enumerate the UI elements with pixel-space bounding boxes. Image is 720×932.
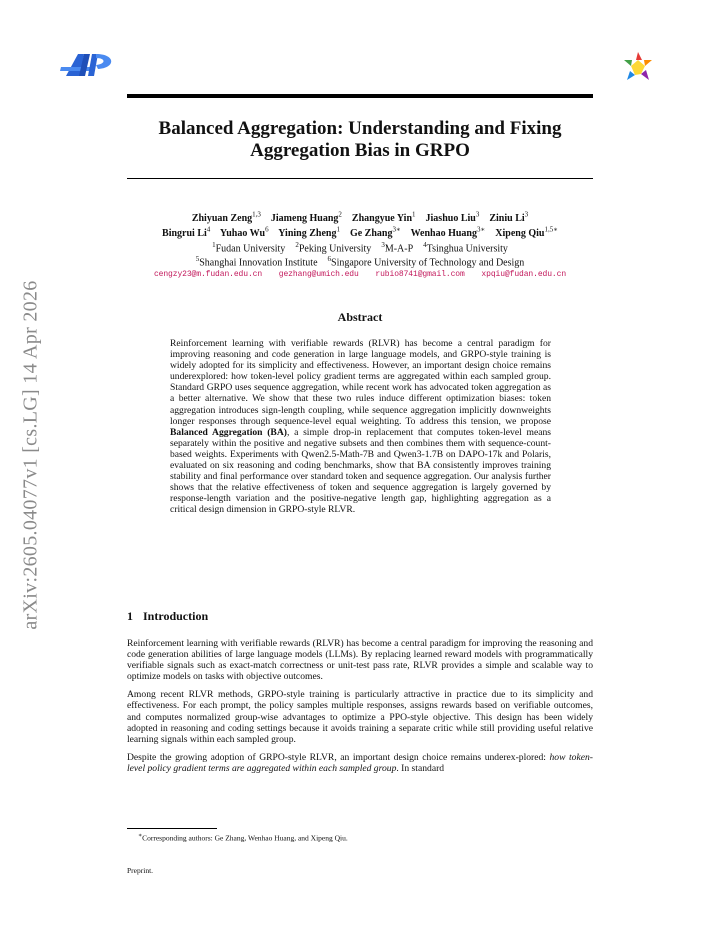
author: Zhangyue Yin$^1$	[351, 211, 416, 225]
author: Wenhao Huang$^{3∗}$	[410, 225, 486, 240]
paper-title: Balanced Aggregation: Understanding and Fixing Aggregation Bias in GRPO	[158, 118, 562, 161]
arxiv-stamp	[19, 260, 43, 650]
email-link[interactable]: rubio8741@gmail.com	[375, 270, 465, 280]
author: Jiashuo Liu$^3$	[425, 211, 480, 225]
author-line-1	[100, 210, 620, 225]
title-bottom-rule	[127, 178, 593, 179]
paragraph: Among recent RLVR methods, GRPO-style training is particularly attractive in practice due to its simplicity and effectiveness. For each prompt, the policy samples multiple responses, assigns rewards based on verifiable outcomes, and computes normalized group-wise advantages to optimize a PPO-style objective. This design has been widely adopted in reasoning and coding settings because it avoids training a separate critic while still providing useful relative learning signals within each sampled group.	[127, 689, 593, 745]
email-link[interactable]: cengzy23@m.fudan.edu.cn	[153, 270, 263, 280]
title-top-rule	[127, 94, 593, 98]
author: Yuhao Wu$^6$	[219, 225, 269, 240]
affiliations-line-2: $^5$Shanghai Innovation Institute $^6$Singapore University of Technology and Design	[195, 255, 525, 269]
section-heading: 1 Introduction	[127, 609, 209, 623]
arxiv-id: arXiv:2605.04077v1 [cs.LG] 14 Apr 2026	[19, 280, 42, 630]
author: Bingrui Li$^4$	[162, 225, 211, 240]
author: Yining Zheng$^1$	[278, 225, 340, 240]
abstract-heading: Abstract	[337, 310, 383, 324]
star-logo-icon	[621, 50, 655, 84]
affiliations-line-1: $^1$Fudan University $^2$Peking University $^3$M-A-P $^4$Tsinghua University	[212, 240, 508, 254]
author: Jiameng Huang$^2$	[270, 211, 342, 225]
abstract-body: Reinforcement learning with verifiable rewards (RLVR) has become a central paradigm for improving reasoning and code generation in large language models, and GRPO-style training is widely adopted for its simplicity and effectiveness. However, an important design choice remains underexplored: how token-level policy gradient terms are aggregated within each sampled group. Standard GRPO uses sequence aggregation, while recent work has advocated token aggregation as a better alternative. We show that these two rules induce different optimization biases: token aggregation introduces sign-length coupling, while sequence aggregation implicitly downweights longer responses through sequence-level equal weighting. To address this tension, we propose Balanced Aggregation (BA), a simple drop-in replacement that computes token-level means separately within the positive and negative subsets and then combines them with sequence-count-based weights. Experiments with Qwen2.5-Math-7B and Qwen3-1.7B on DAPO-17k and Polaris, evaluated on six reasoning and coding benchmarks, show that BA consistently improves training stability and final performance over standard token and sequence aggregation. Our analysis further shows that the relative effectiveness of token and sequence aggregation is largely governed by response-length variation and the positive-negative length gap, highlighting aggregation as a critical design dimension in GRPO-style RLVR.	[170, 338, 551, 516]
email-link[interactable]: gezhang@umich.edu	[278, 270, 359, 280]
author-line-2	[100, 225, 620, 240]
paragraph: Reinforcement learning with verifiable rewards (RLVR) has become a central paradigm for improving the reasoning and code generation abilities of large language models (LLMs). By replacing learned reward models with programmatically verifiable signals such as exact-match correctness or unit-test pass rate, RLVR provides a simple and scalable way to optimize models on tasks with objective outcomes.	[127, 638, 593, 683]
email-link[interactable]: xpqiu@fudan.edu.cn	[481, 270, 567, 280]
ai-logo-icon	[58, 50, 118, 80]
paragraph: Despite the growing adoption of GRPO-style RLVR, an important design choice remains underex-plored: how token-level policy gradient terms are aggregated within each sampled group. In standard	[127, 751, 593, 774]
preprint-label: Preprint.	[127, 866, 154, 875]
author: Xipeng Qiu$^{1,5∗}$	[495, 225, 558, 240]
author: Ge Zhang$^{3∗}$	[349, 225, 401, 240]
email-list	[100, 269, 620, 281]
author: Ziniu Li$^3$	[489, 211, 529, 225]
footnote-rule	[127, 828, 217, 829]
author-block	[100, 210, 620, 281]
footnote: ∗Corresponding authors: Ge Zhang, Wenhao Huang, and Xipeng Qiu.	[138, 833, 348, 843]
section-body	[127, 638, 593, 781]
author: Zhiyuan Zeng$^{1,3}$	[191, 211, 261, 225]
method-name: Balanced Aggregation (BA)	[170, 426, 287, 438]
